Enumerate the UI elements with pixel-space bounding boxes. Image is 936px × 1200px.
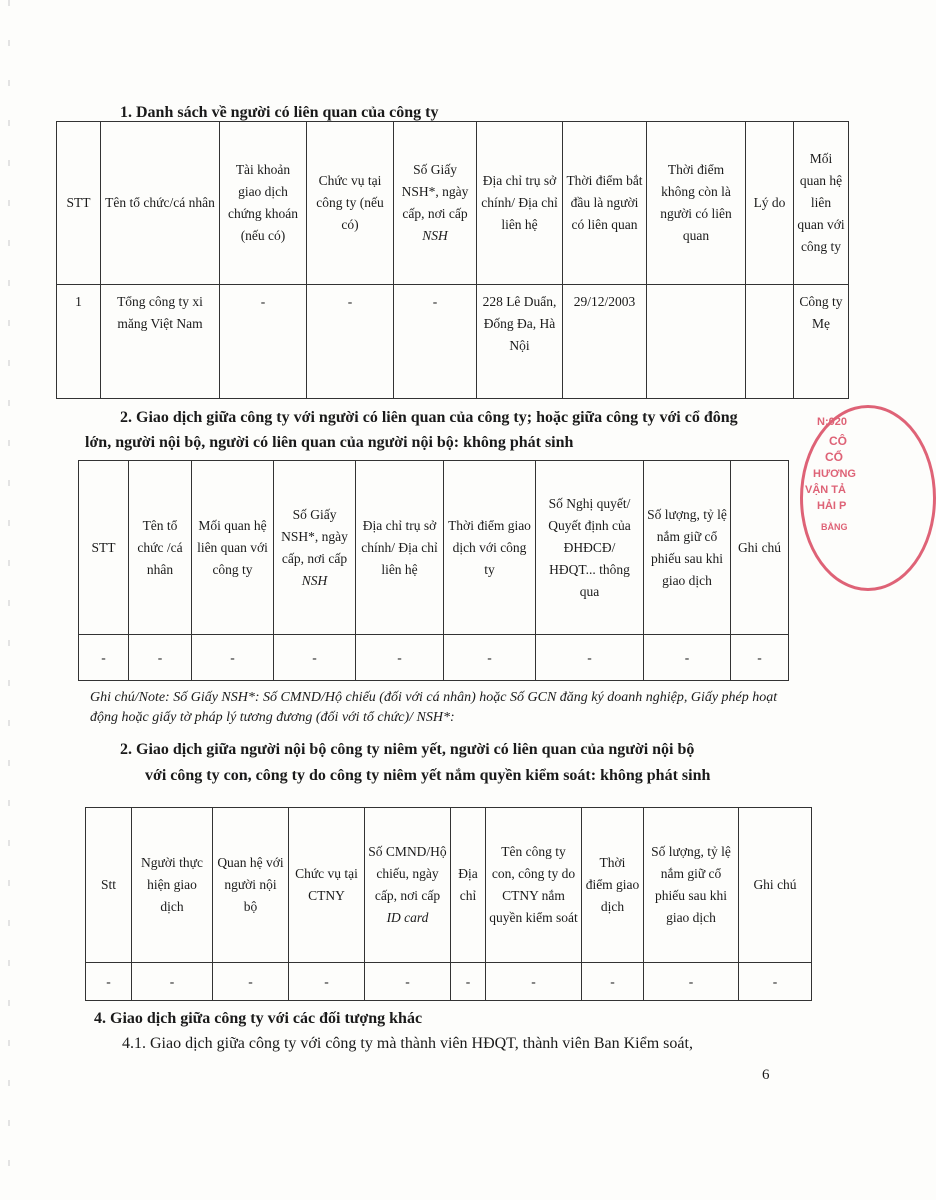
- seal-text: HƯƠNG: [813, 468, 856, 480]
- cell: -: [289, 963, 365, 1001]
- cell: -: [192, 635, 274, 681]
- company-seal: [800, 405, 936, 591]
- cell: -: [307, 285, 394, 399]
- seal-text: BẰNG: [821, 522, 848, 532]
- header-cell: STT: [57, 122, 101, 285]
- header-cell: Chức vụ tại CTNY: [289, 808, 365, 963]
- cell: 1: [57, 285, 101, 399]
- cell: -: [644, 635, 731, 681]
- header-cell: Mối quan hệ liên quan với công ty: [192, 461, 274, 635]
- header-cell: Thời điểm giao dịch với công ty: [444, 461, 536, 635]
- related-persons-table: [56, 121, 849, 399]
- table-row: [79, 635, 789, 681]
- cell: Tổng công ty xi măng Việt Nam: [101, 285, 220, 399]
- header-cell: Địa chỉ trụ sở chính/ Địa chỉ liên hệ: [477, 122, 563, 285]
- section2-heading-line1: 2. Giao dịch giữa công ty với người có liên quan của công ty; hoặc giữa công ty với cổ đông: [120, 409, 738, 426]
- table-row: [57, 285, 849, 399]
- cell: -: [451, 963, 486, 1001]
- table-header-row: [86, 808, 812, 963]
- section4-paragraph: 4.1. Giao dịch giữa công ty với công ty mà thành viên HĐQT, thành viên Ban Kiểm soát,: [122, 1035, 693, 1052]
- header-cell: Số CMND/Hộ chiếu, ngày cấp, nơi cấp ID card: [365, 808, 451, 963]
- header-cell: Tên tổ chức /cá nhân: [129, 461, 192, 635]
- seal-text: N:020: [817, 416, 847, 428]
- cell: -: [444, 635, 536, 681]
- table-header-row: [57, 122, 849, 285]
- table-header-row: [79, 461, 789, 635]
- table-row: [86, 963, 812, 1001]
- header-cell: Số Giấy NSH*, ngày cấp, nơi cấp NSH: [274, 461, 356, 635]
- cell: Công ty Mẹ: [794, 285, 849, 399]
- header-cell: STT: [79, 461, 129, 635]
- header-cell: Thời điểm bắt đầu là người có liên quan: [563, 122, 647, 285]
- cell: [746, 285, 794, 399]
- cell: -: [365, 963, 451, 1001]
- header-cell: Số lượng, tỷ lệ nắm giữ cổ phiếu sau khi giao dịch: [644, 808, 739, 963]
- header-cell: Tên tổ chức/cá nhân: [101, 122, 220, 285]
- header-cell: Số lượng, tỷ lệ nắm giữ cổ phiếu sau khi giao dịch: [644, 461, 731, 635]
- seal-text: VẬN TẢ: [805, 484, 846, 496]
- seal-text: HẢI P: [817, 500, 847, 512]
- cell: -: [356, 635, 444, 681]
- cell: -: [739, 963, 812, 1001]
- section2-heading-line2: lớn, người nội bộ, người có liên quan của người nội bộ: không phát sinh: [85, 434, 574, 451]
- seal-text: CỔ: [825, 450, 843, 464]
- cell: -: [582, 963, 644, 1001]
- header-cell: Người thực hiện giao dịch: [132, 808, 213, 963]
- company-transactions-table: [78, 460, 789, 681]
- seal-text: CÔ: [829, 434, 847, 448]
- header-cell: Ghi chú: [739, 808, 812, 963]
- header-cell: Số Nghị quyết/ Quyết định của ĐHĐCĐ/ HĐQT... thông qua: [536, 461, 644, 635]
- cell: -: [731, 635, 789, 681]
- header-cell: Tên công ty con, công ty do CTNY nắm quyền kiểm soát: [486, 808, 582, 963]
- section3-heading-line1: 2. Giao dịch giữa người nội bộ công ty niêm yết, người có liên quan của người nội bộ: [120, 741, 695, 758]
- nsh-footnote: Ghi chú/Note: Số Giấy NSH*: Số CMND/Hộ chiếu (đối với cá nhân) hoặc Số GCN đăng ký doanh nghiệp, Giấy phép hoạt động hoặc giấy tờ pháp lý tương đương (đối với tổ chức)/ NSH*:: [90, 690, 778, 725]
- header-cell: Quan hệ với người nội bộ: [213, 808, 289, 963]
- cell: -: [536, 635, 644, 681]
- cell: -: [79, 635, 129, 681]
- header-cell: Thời điểm giao dịch: [582, 808, 644, 963]
- cell: -: [274, 635, 356, 681]
- margin-marks: [8, 0, 10, 1200]
- header-cell: Mối quan hệ liên quan với công ty: [794, 122, 849, 285]
- cell: -: [394, 285, 477, 399]
- section3-heading-line2: với công ty con, công ty do công ty niêm yết nắm quyền kiểm soát: không phát sinh: [145, 767, 711, 784]
- header-cell: Địa chỉ: [451, 808, 486, 963]
- section1-heading: 1. Danh sách về người có liên quan của công ty: [120, 104, 439, 121]
- insider-transactions-table: [85, 807, 812, 1001]
- section4-heading: 4. Giao dịch giữa công ty với các đối tượng khác: [94, 1010, 423, 1027]
- cell: -: [132, 963, 213, 1001]
- page-number: 6: [762, 1067, 770, 1083]
- cell: -: [486, 963, 582, 1001]
- header-cell: Lý do: [746, 122, 794, 285]
- cell: -: [644, 963, 739, 1001]
- cell: -: [129, 635, 192, 681]
- header-cell: Chức vụ tại công ty (nếu có): [307, 122, 394, 285]
- header-cell: Địa chỉ trụ sở chính/ Địa chỉ liên hệ: [356, 461, 444, 635]
- cell: 228 Lê Duẩn, Đống Đa, Hà Nội: [477, 285, 563, 399]
- cell: -: [220, 285, 307, 399]
- cell: 29/12/2003: [563, 285, 647, 399]
- header-cell: Thời điểm không còn là người có liên quan: [647, 122, 746, 285]
- cell: -: [86, 963, 132, 1001]
- header-cell: Stt: [86, 808, 132, 963]
- cell: [647, 285, 746, 399]
- header-cell: Tài khoản giao dịch chứng khoán (nếu có): [220, 122, 307, 285]
- cell: -: [213, 963, 289, 1001]
- header-cell: Ghi chú: [731, 461, 789, 635]
- header-cell: Số Giấy NSH*, ngày cấp, nơi cấp NSH: [394, 122, 477, 285]
